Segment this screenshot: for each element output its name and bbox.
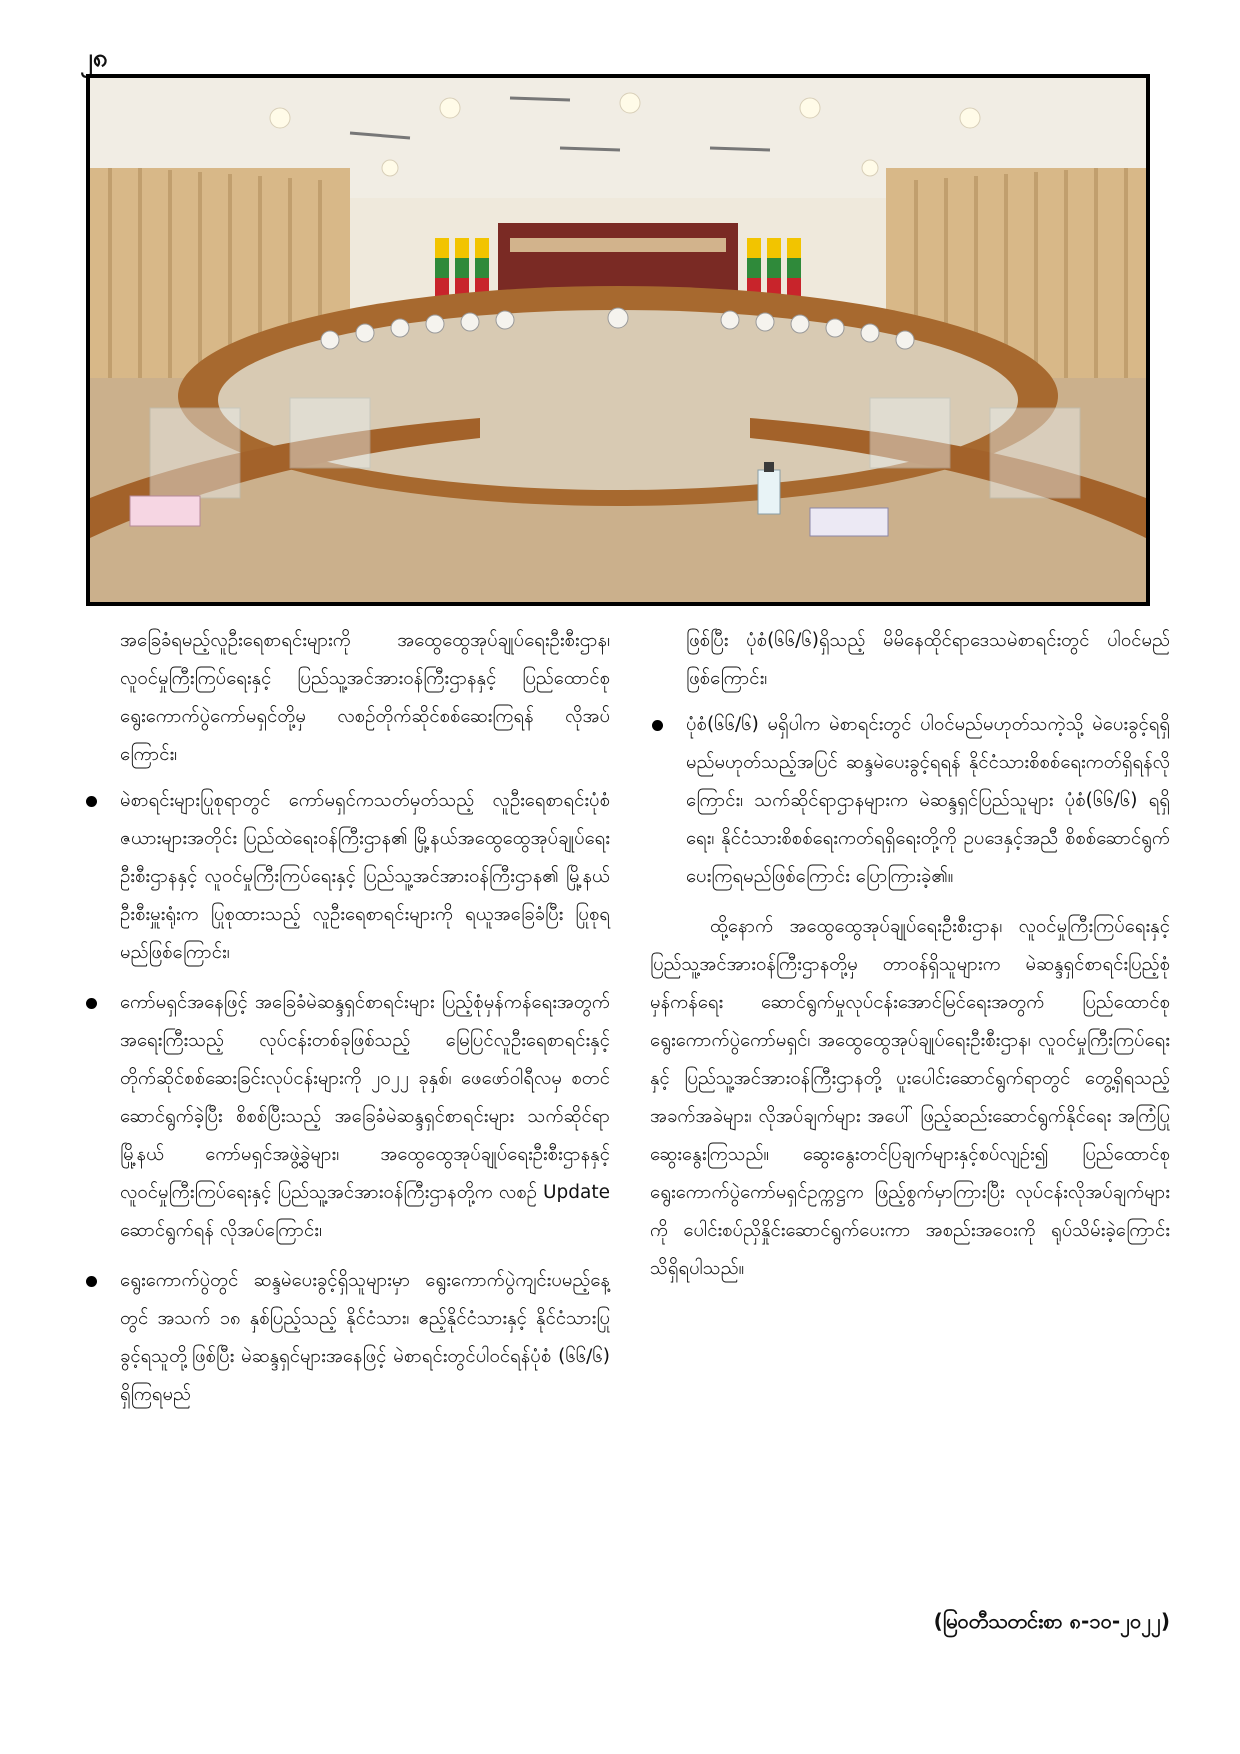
tissue-box-right [810,508,888,536]
page-number: ၂၈ [80,43,108,73]
bullet-item [84,984,610,1250]
right-column [650,622,1170,1296]
bullet-icon [86,796,97,807]
closing-paragraph: ထို့နောက် အထွေထွေအုပ်ချုပ်ရေးဦးစီးဌာန၊ လူဝင်မှုကြီးကြပ်ရေးနှင့် ပြည်သူ့အင်အားဝန်ကြီးဌာနတို့မှ တာဝန်ရှိသူများက မဲဆန္ဒရှင်စာရင်းပြည့်စုံမှန်ကန်ရေး ဆောင်ရွက်မှုလုပ်ငန်းအောင်မြင်ရေးအတွက် ပြည်ထောင်စုရွေးကောက်ပွဲကော်မရှင်၊ အထွေထွေအုပ်ချုပ်ရေးဦးစီးဌာန၊ လူဝင်မှုကြီးကြပ်ရေးနှင့် ပြည်သူ့အင်အားဝန်ကြီးဌာနတို့ ပူးပေါင်းဆောင်ရွက်ရာတွင် တွေ့ရှိရသည့် အခက်အခဲများ၊ လိုအပ်ချက်များ အပေါ် ဖြည့်ဆည်းဆောင်ရွက်နိုင်ရေး အကြံပြုဆွေးနွေးကြသည်။ ဆွေးနွေးတင်ပြချက်များနှင့်စပ်လျဉ်း၍ ပြည်ထောင်စုရွေးကောက်ပွဲကော်မရှင်ဥက္ကဋ္ဌက ဖြည့်စွက်မှာကြားပြီး လုပ်ငန်းလိုအပ်ချက်များကို ပေါင်းစပ်ညှိနှိုင်းဆောင်ရွက်ပေးကာ အစည်းအဝေးကို ရုပ်သိမ်းခဲ့ကြောင်း သိရှိရပါသည်။ [650,916,1170,1279]
bullet-text: ကော်မရှင်အနေဖြင့် အခြေခံမဲဆန္ဒရှင်စာရင်းများ ပြည့်စုံမှန်ကန်ရေးအတွက် အရေးကြီးသည့် လုပ်ငန်းတစ်ခုဖြစ်သည့် မြေပြင်လူဦးရေစာရင်းနှင့် တိုက်ဆိုင်စစ်ဆေးခြင်းလုပ်ငန်းများကို ၂၀၂၂ ခုနှစ်၊ ဖေဖော်ဝါရီလမှ စတင်ဆောင်ရွက်ခဲ့ပြီး စိစစ်ပြီးသည့် အခြေခံမဲဆန္ဒရှင်စာရင်းများ သက်ဆိုင်ရာမြို့နယ် ကော်မရှင်အဖွဲ့ခွဲများ၊ အထွေထွေအုပ်ချုပ်ရေးဦးစီးဌာနနှင့် လူဝင်မှုကြီးကြပ်ရေးနှင့် ပြည်သူ့အင်အားဝန်ကြီးဌာနတို့က လစဉ် Update ဆောင်ရွက်ရန် လိုအပ်ကြောင်း၊ [120,992,610,1241]
bullet-text: ရွေးကောက်ပွဲတွင် ဆန္ဒမဲပေးခွင့်ရှိသူများမှာ ရွေးကောက်ပွဲကျင်းပမည့်နေ့တွင် အသက် ၁၈ နှစ်ပြည့်သည့် နိုင်ငံသား၊ ဧည့်နိုင်ငံသားနှင့် နိုင်ငံသားပြုခွင့်ရသူတို့ဖြစ်ပြီး မဲဆန္ဒရှင်များအနေဖြင့် မဲစာရင်းတွင်ပါဝင်ရန်ပုံစံ (၆၆/၆) ရှိကြရမည် [120,1270,610,1405]
bullet-item [84,1262,610,1414]
meeting-room-photo [86,74,1150,606]
left-column [84,622,610,1426]
flags-left [435,238,489,298]
tissue-box-left [130,496,200,526]
bullet-icon [86,998,97,1009]
bullet-item [650,706,1170,896]
backdrop-banner [510,238,726,252]
bullet-icon [652,720,663,731]
sanitizer-pump [764,462,774,472]
bullet-item [84,782,610,972]
meeting-room-illustration [90,78,1146,602]
source-citation: (မြဝတီသတင်းစာ ၈-၁၀-၂၀၂၂) [933,1609,1170,1633]
bullet-icon [86,1276,97,1287]
bullet-text: မဲစာရင်းများပြုစုရာတွင် ကော်မရှင်ကသတ်မှတ်သည့် လူဦးရေစာရင်းပုံစံဇယားများအတိုင်း ပြည်ထဲရေးဝန်ကြီးဌာန၏ မြို့နယ်အထွေထွေအုပ်ချုပ်ရေး ဦးစီးဌာနနှင့် လူဝင်မှုကြီးကြပ်ရေးနှင့် ပြည်သူ့အင်အားဝန်ကြီးဌာန၏ မြို့နယ်ဦးစီးမှူးရုံးက ပြုစုထားသည့် လူဦးရေစာရင်းများကို ရယူအခြေခံပြီး ပြုစုရမည်ဖြစ်ကြောင်း၊ [120,790,610,963]
continuation-paragraph: ဖြစ်ပြီး ပုံစံ(၆၆/၆)ရှိသည့် မိမိနေထိုင်ရာဒေသမဲစာရင်းတွင် ပါဝင်မည်ဖြစ်ကြောင်း၊ [686,630,1170,689]
bullet-text: ပုံစံ(၆၆/၆) မရှိပါက မဲစာရင်းတွင် ပါဝင်မည်မဟုတ်သကဲ့သို့ မဲပေးခွင့်ရရှိမည်မဟုတ်သည့်အပြင် ဆန္ဒမဲပေးခွင့်ရရန် နိုင်ငံသားစိစစ်ရေးကတ်ရှိရန်လိုကြောင်း၊ သက်ဆိုင်ရာဌာနများက မဲဆန္ဒရှင်ပြည်သူများ ပုံစံ(၆၆/၆) ရရှိရေး၊ နိုင်ငံသားစိစစ်ရေးကတ်ရရှိရေးတို့ကို ဥပဒေနှင့်အညီ စိစစ်ဆောင်ရွက်ပေးကြရမည်ဖြစ်ကြောင်း ပြောကြားခဲ့၏။ [686,714,1170,887]
intro-paragraph: အခြေခံရမည့်လူဦးရေစာရင်းများကို အထွေထွေအုပ်ချုပ်ရေးဦးစီးဌာန၊ လူဝင်မှုကြီးကြပ်ရေးနှင့် ပြည်သူ့အင်အားဝန်ကြီးဌာနနှင့် ပြည်ထောင်စုရွေးကောက်ပွဲကော်မရှင်တို့မှ လစဉ်တိုက်ဆိုင်စစ်ဆေးကြရန် လိုအပ်ကြောင်း၊ [120,630,610,765]
flags-right [747,238,801,298]
sanitizer-bottle [758,470,780,514]
